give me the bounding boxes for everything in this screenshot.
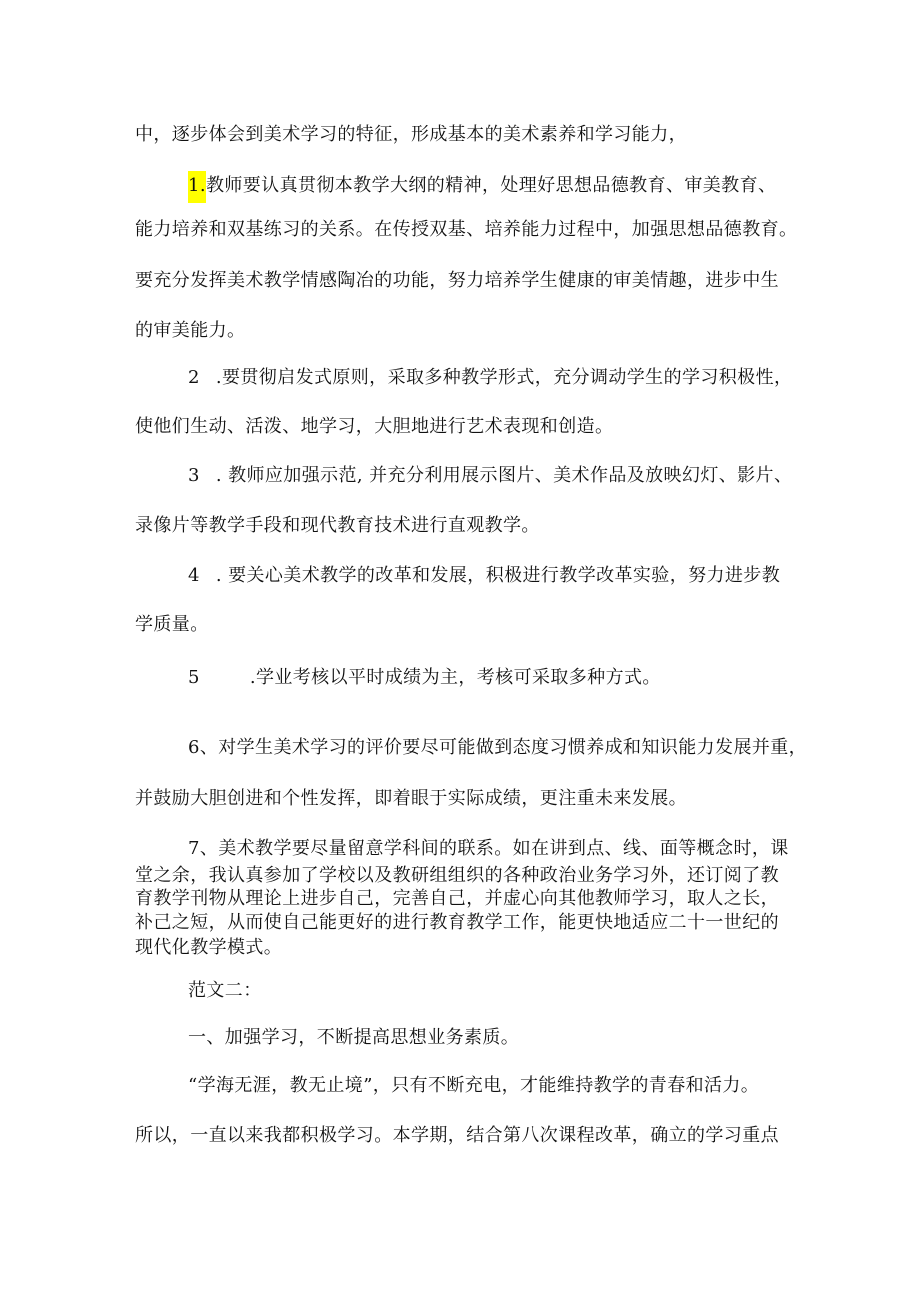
paragraph-line: 并鼓励大胆创进和个性发挥，即着眼于实际成绩，更注重未来发展。 <box>135 788 687 809</box>
list-item-1 <box>188 171 776 203</box>
list-number: 5 <box>188 667 200 688</box>
section-heading-fanwen: 范文二： <box>188 980 262 1001</box>
list-item-text: . 要关心美术教学的改革和发展，积极进行教学改革实验，努力进步教 <box>215 565 781 586</box>
list-item-text: .学业考核以平时成绩为主，考核可采取多种方式。 <box>249 667 661 688</box>
list-item-text: . 教师应加强示范, 并充分利用展示图片、美术作品及放映幻灯、影片、 <box>215 465 793 486</box>
list-item-text: .要贯彻启发式原则，采取多种教学形式，充分调动学生的学习积极性， <box>215 367 793 388</box>
paragraph-line: 育教学刊物从理论上进步自己，完善自己，并虚心向其他教师学习，取人之长， <box>135 888 779 909</box>
list-item-text: 教师要认真贯彻本教学大纲的精神，处理好思想品德教育、审美教育、 <box>205 175 777 196</box>
list-item-5 <box>188 667 661 689</box>
paragraph-line: 所以，一直以来我都积极学习。本学期，结合第八次课程改革，确立的学习重点 <box>135 1125 779 1146</box>
paragraph-line: 能力培养和双基练习的关系。在传授双基、培养能力过程中，加强思想品德教育。 <box>135 219 798 240</box>
section-subheading: 一、加强学习，不断提高思想业务素质。 <box>188 1027 520 1048</box>
paragraph-line: 录像片等教学手段和现代教育技术进行直观教学。 <box>135 515 540 536</box>
paragraph-line: 要充分发挥美术教学情感陶冶的功能，努力培养学生健康的审美情趣，进步中生 <box>135 270 779 291</box>
list-item-7: 7、美术教学要尽量留意学科间的联系。如在讲到点、线、面等概念时，课 <box>188 838 789 859</box>
list-item-4 <box>188 565 780 587</box>
paragraph-line: 堂之余，我认真参加了学校以及教研组组织的各种政治业务学习外，还订阅了教 <box>135 865 779 886</box>
list-number: 3 <box>188 465 200 486</box>
highlighted-number: 1. <box>188 171 206 203</box>
list-item-3 <box>188 465 792 487</box>
list-number: 2 <box>188 367 200 388</box>
paragraph-line: 中，逐步体会到美术学习的特征，形成基本的美术素养和学习能力， <box>135 124 687 145</box>
quote-line: “学海无涯，教无止境”，只有不断充电，才能维持教学的青春和活力。 <box>188 1075 760 1096</box>
list-item-6: 6、对学生美术学习的评价要尽可能做到态度习惯养成和知识能力发展并重， <box>188 737 808 758</box>
paragraph-line: 现代化教学模式。 <box>135 937 283 958</box>
paragraph-line: 的审美能力。 <box>135 320 246 341</box>
list-number: 4 <box>188 565 200 586</box>
paragraph-line: 学质量。 <box>135 614 209 635</box>
list-item-2 <box>188 367 792 389</box>
paragraph-line: 补己之短，从而使自己能更好的进行教育教学工作，能更快地适应二十一世纪的 <box>135 912 779 933</box>
paragraph-line: 使他们生动、活泼、地学习，大胆地进行艺术表现和创造。 <box>135 416 614 437</box>
